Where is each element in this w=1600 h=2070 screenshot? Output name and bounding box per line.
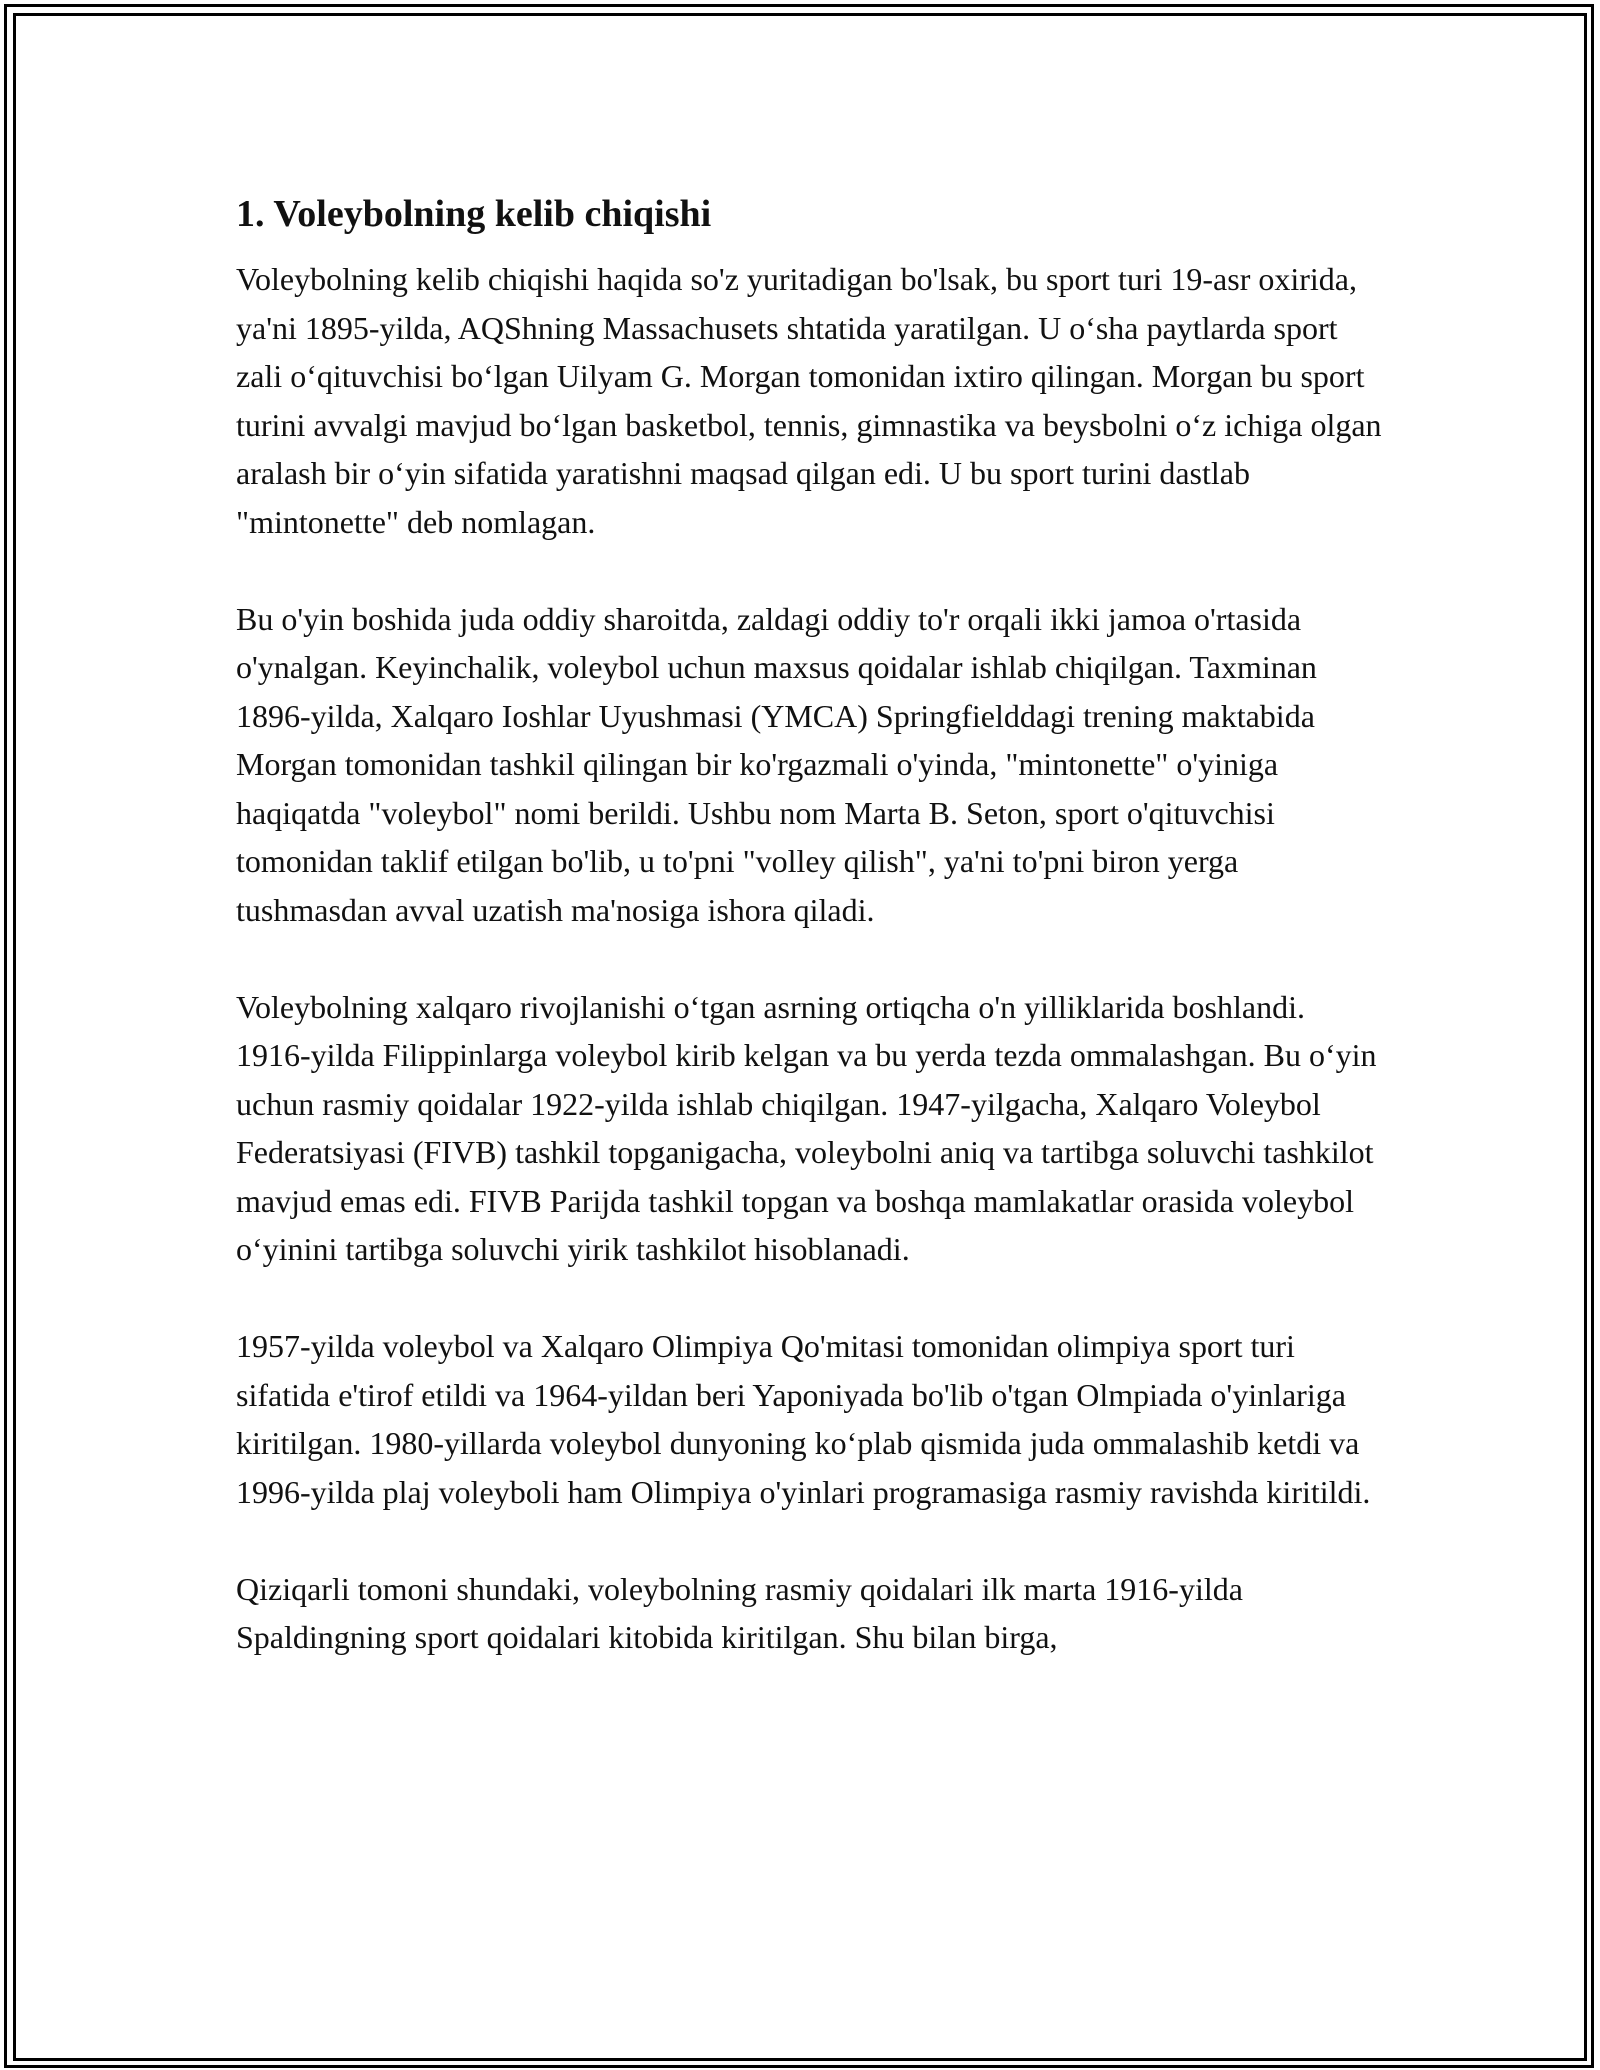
section-heading: 1. Voleybolning kelib chiqishi [236, 193, 712, 235]
paragraph-international-development: Voleybolning xalqaro rivojlanishi oʻtgan asrning ortiqcha o'n yilliklarida boshlandi. 1916-yilda Filippinlarga voleybol kirib kelgan va bu yerda tezda ommalashgan. Bu oʻyin uchun rasmiy qoidalar 1922-yilda ishlab chiqilgan. 1947-yilgacha, Xalqaro Voleybol Federatsiyasi (FIVB) tashkil topganigacha, voleybolni aniq va tartibga soluvchi tashkilot mavjud emas edi. FIVB Parijda tashkil topgan va boshqa mamlakatlar orasida voleybol oʻyinini tartibga soluvchi yirik tashkilot hisoblanadi. [236, 988, 1377, 1267]
paragraph-rules-history: Qiziqarli tomoni shundaki, voleybolning rasmiy qoidalari ilk marta 1916-yilda Spaldingning sport qoidalari kitobida kiritilgan. Shu bilan birga, [236, 1570, 1243, 1655]
paragraph-origin: Voleybolning kelib chiqishi haqida so'z yuritadigan bo'lsak, bu sport turi 19-asr oxirida, ya'ni 1895-yilda, AQShning Massachusets shtatida yaratilgan. U oʻsha paytlarda sport zali oʻqituvchisi boʻlgan Uilyam G. Morgan tomonidan ixtiro qilingan. Morgan bu sport turini avvalgi mavjud boʻlgan basketbol, tennis, gimnastika va beysbolni oʻz ichiga olgan aralash bir oʻyin sifatida yaratishni maqsad qilgan edi. U bu sport turini dastlab "mintonette" deb nomlagan. [236, 261, 1382, 540]
document-body [236, 185, 1386, 1710]
paragraph-olympics: 1957-yilda voleybol va Xalqaro Olimpiya Qo'mitasi tomonidan olimpiya sport turi sifatida e'tirof etildi va 1964-yildan beri Yaponiyada bo'lib o'tgan Olmpiada o'yinlariga kiritilgan. 1980-yillarda voleybol dunyoning koʻplab qismida juda ommalashib ketdi va 1996-yilda plaj voleyboli ham Olimpiya o'yinlari programasiga rasmiy ravishda kiritildi. [236, 1328, 1371, 1510]
paragraph-naming: Bu o'yin boshida juda oddiy sharoitda, zaldagi oddiy to'r orqali ikki jamoa o'rtasida o'ynalgan. Keyinchalik, voleybol uchun maxsus qoidalar ishlab chiqilgan. Taxminan 1896-yilda, Xalqaro Ioshlar Uyushmasi (YMCA) Springfielddagi trening maktabida Morgan tomonidan tashkil qilingan bir ko'rgazmali o'yinda, "mintonette" o'yiniga haqiqatda "voleybol" nomi berildi. Ushbu nom Marta B. Seton, sport o'qituvchisi tomonidan taklif etilgan bo'lib, u to'pni "volley qilish", ya'ni to'pni biron yerga tushmasdan avval uzatish ma'nosiga ishora qiladi. [236, 600, 1317, 928]
